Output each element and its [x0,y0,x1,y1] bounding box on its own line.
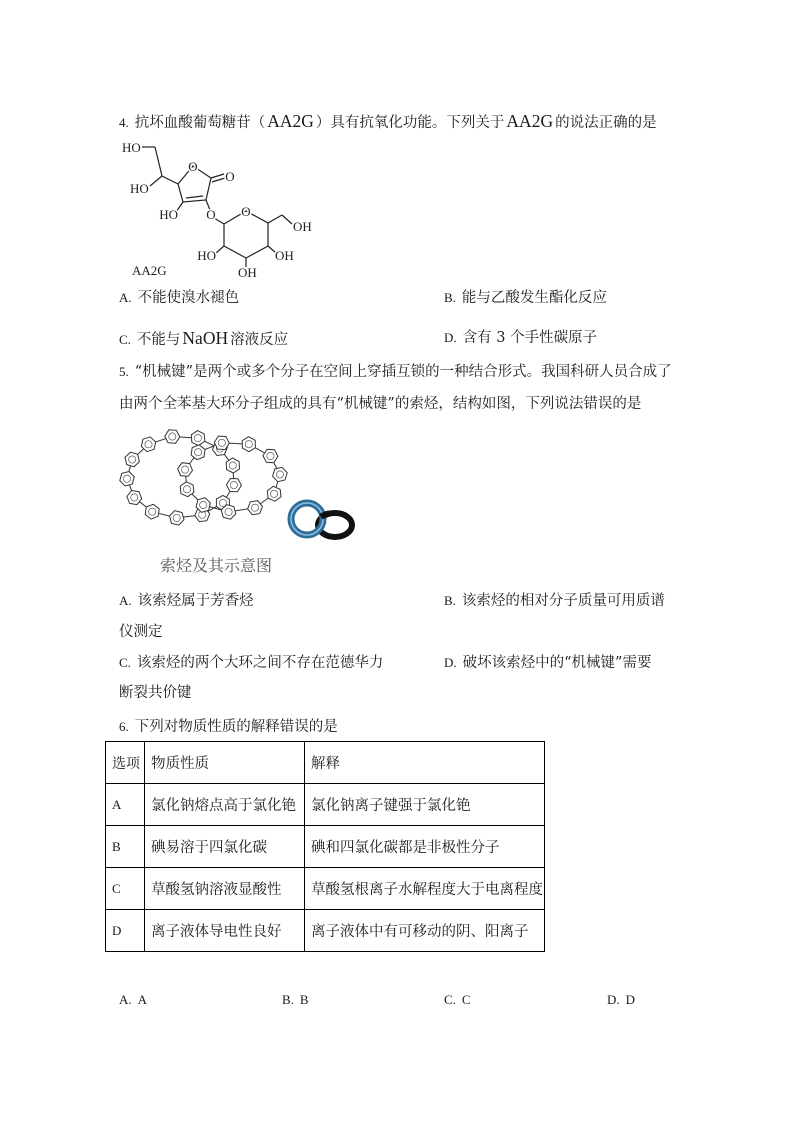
phenyl-ring [178,463,193,477]
schematic-black-ring-overlap [321,514,329,518]
option-letter: D. [444,330,457,345]
ho-enol-label: HO [159,207,178,222]
table-header-cell: 解释 [305,742,545,784]
table-cell: 离子液体中有可移动的阴、阳离子 [305,910,545,952]
phenyl-ring [120,472,135,487]
q4-stem-part3: 的说法正确的是 [555,115,657,131]
q4-stem [119,110,657,132]
table-cell: 碘易溶于四氯化碳 [145,826,305,868]
phenyl-ring [273,467,288,481]
q5-stem-line1 [119,361,672,383]
q6-option-c [444,990,471,1010]
option-text: C [461,992,471,1007]
phenyl-ring [170,511,185,525]
option-letter: C. [444,992,456,1007]
table-header-cell: 物质性质 [145,742,305,784]
option-text: 含有 3 个手性碳原子 [462,330,598,346]
table-cell: 碘和四氯化碳都是非极性分子 [305,826,545,868]
phenyl-ring [248,501,263,515]
table-row [106,910,545,952]
q4-option-a [119,287,239,309]
catenane-caption: 索烃及其示意图 [160,556,273,575]
o-pyranose-label: O [241,204,251,219]
option-letter: A. [119,290,132,305]
table-cell: 草酸氢钠溶液显酸性 [145,868,305,910]
table-cell: 离子液体导电性良好 [145,910,305,952]
option-letter: D. [444,655,457,670]
oh-ch2-label: OH [293,219,312,234]
q4-formula-repeat: AA2G [506,111,554,131]
option-text: A [137,992,148,1007]
catenane-structure-figure [115,425,360,555]
option-text-continued: 断裂共价键 [119,685,192,701]
q6-stem-text: 下列对物质性质的解释错误的是 [134,719,338,735]
q6-number: 6. [119,719,129,734]
oh-c4-label: OH [275,248,294,263]
option-letter: C. [119,655,131,670]
q5-option-c [119,652,383,674]
naoh-formula: NaOH [182,328,229,348]
q4-option-b [444,287,607,309]
o-ether-label: O [206,207,216,222]
phenyl-ring [125,452,139,467]
option-text: 破坏该索烃中的“机械键”需要 [462,655,652,671]
q5-number: 5. [119,364,129,379]
ho-top-label: HO [122,140,141,155]
table-row [106,826,545,868]
phenyl-ring [214,436,229,449]
catenane-ring-layer [120,430,287,525]
phenyl-ring [127,491,142,505]
option-letter: B. [444,593,456,608]
catenane-schematic [291,503,352,537]
table-cell-key: C [106,868,145,910]
ho-side-label: HO [130,181,149,196]
option-text-continued: 仪测定 [119,624,163,640]
option-letter: A. [119,593,132,608]
property-table [105,741,545,952]
q6-option-d [607,990,635,1010]
q5-stem-text1: “机械键”是两个或多个分子在空间上穿插互锁的一种结合形式。我国科研人员合成了 [134,364,672,380]
phenyl-ring [263,449,278,462]
table-header-cell: 选项 [106,742,145,784]
o-carbonyl-label: O [225,169,235,184]
q4-stem-part2: ）具有抗氧化功能。下列关于 [315,115,505,131]
option-text-after: 溶液反应 [230,332,289,348]
option-text: B [299,992,309,1007]
ho-c2-label: HO [197,248,216,263]
q4-option-c [119,327,288,349]
q4-stem-part1: 抗坏血酸葡萄糖苷（ [134,115,266,131]
option-text-before: 不能与 [136,332,181,348]
table-cell-key: B [106,826,145,868]
aa2g-structure-figure [118,138,318,283]
q6-option-b [282,990,309,1010]
option-letter: B. [444,290,456,305]
table-row [106,784,545,826]
q5-option-d [444,652,651,674]
phenyl-ring [226,479,241,492]
q5-option-b-continued [119,621,163,643]
phenyl-ring [242,437,255,452]
aa2g-name-label: AA2G [132,263,167,278]
q4-number: 4. [119,115,129,130]
table-cell: 氯化钠离子键强于氯化铯 [305,784,545,826]
q4-formula: AA2G [267,111,314,131]
q4-option-d [444,327,597,349]
phenyl-ring [191,431,205,446]
q5-option-a [119,590,254,612]
q5-option-d-continued [119,682,192,704]
option-text: 该索烃的两个大环之间不存在范德华力 [136,655,384,671]
option-letter: D. [607,992,620,1007]
o-lactone-label: O [188,159,198,174]
phenyl-ring [267,486,281,501]
phenyl-ring [191,445,205,460]
phenyl-ring [226,458,239,473]
option-text: 该索烃的相对分子质量可用质谱 [461,593,665,609]
option-letter: C. [119,332,131,347]
phenyl-ring [145,504,159,519]
table-row [106,868,545,910]
option-text: 不能使溴水褪色 [137,290,240,306]
option-text: 该索烃属于芳香烃 [137,593,254,609]
table-cell-key: D [106,910,145,952]
phenyl-ring [165,430,180,443]
q5-stem-line2 [119,393,641,415]
option-text: D [625,992,636,1007]
table-cell: 草酸氢根离子水解程度大于电离程度 [305,868,545,910]
q6-stem [119,716,338,738]
option-text: 能与乙酸发生酯化反应 [461,290,607,306]
table-cell: 氯化钠熔点高于氯化铯 [145,784,305,826]
oh-c3-label: OH [238,265,257,280]
option-letter: A. [119,992,132,1007]
q6-option-a [119,990,147,1010]
q5-option-b [444,590,665,612]
table-cell-key: A [106,784,145,826]
table-header-row [106,742,545,784]
option-letter: B. [282,992,294,1007]
q5-stem-text2: 由两个全苯基大环分子组成的具有“机械键”的索烃，结构如图，下列说法错误的是 [119,396,642,412]
